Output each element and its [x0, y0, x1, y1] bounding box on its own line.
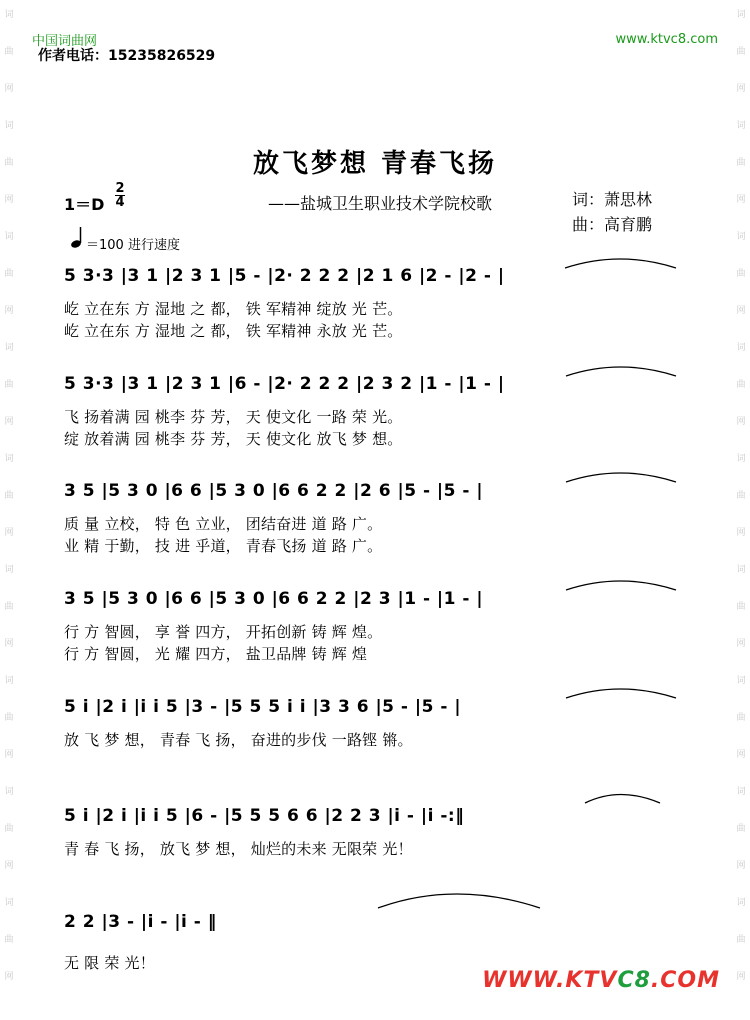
- side-watermark-char: 网: [4, 861, 14, 871]
- side-watermark-char: 词: [4, 787, 14, 797]
- side-watermark-char: 曲: [736, 269, 746, 279]
- lyric-line: 行 方 智圆， 光 耀 四方， 盐卫品牌 铸 辉 煌: [64, 645, 368, 663]
- side-watermark-char: 网: [4, 306, 14, 316]
- author-phone: 作者电话：15235826529: [38, 48, 216, 64]
- lyric-line: 屹 立在东 方 湿地 之 都， 铁 军精神 永放 光 芒。: [64, 322, 403, 340]
- side-watermark-char: 曲: [736, 491, 746, 501]
- side-watermark-char: 网: [4, 84, 14, 94]
- side-watermark-char: 曲: [4, 47, 14, 57]
- watermark-logo: WWW.KTVC8.COM: [482, 968, 720, 993]
- side-watermark-char: 曲: [4, 158, 14, 168]
- site-name-link[interactable]: 中国词曲网: [32, 34, 98, 49]
- side-watermark-char: 曲: [736, 602, 746, 612]
- side-watermark-char: 词: [736, 565, 746, 575]
- side-watermark-char: 词: [736, 232, 746, 242]
- side-watermark-char: 词: [4, 121, 14, 131]
- side-watermark-char: 网: [736, 972, 746, 982]
- side-watermark-char: 曲: [736, 380, 746, 390]
- notation-line: 3 5 |5 3 0 |6 6 |5 3 0 |6 6 2 2 |2 3 |1 - |1 - |: [64, 589, 484, 609]
- site-url-link[interactable]: www.ktvc8.com: [615, 32, 718, 47]
- song-title: 放飞梦想 青春飞扬: [252, 149, 498, 179]
- side-watermark-char: 词: [736, 10, 746, 20]
- side-watermark-char: 网: [736, 639, 746, 649]
- side-watermark-char: 曲: [4, 380, 14, 390]
- lyric-line: 放 飞 梦 想， 青春 飞 扬， 奋进的步伐 一路铿 锵。: [64, 731, 413, 749]
- composer: 曲：高育鹏: [572, 215, 653, 234]
- notation-line: 5 i |2 i |i i 5 |6 - |5 5 5 6 6 |2 2 3 |i - |i -:‖: [64, 806, 465, 826]
- side-watermark-char: 网: [4, 972, 14, 982]
- lyric-line: 飞 扬着满 园 桃李 芬 芳， 天 使文化 一路 荣 光。: [64, 408, 403, 426]
- side-watermark-char: 词: [736, 121, 746, 131]
- side-watermark-char: 词: [4, 676, 14, 686]
- side-watermark-char: 网: [736, 861, 746, 871]
- lyric-line: 行 方 智圆， 享 誉 四方， 开拓创新 铸 辉 煌。: [64, 623, 383, 641]
- side-watermark-char: 曲: [736, 47, 746, 57]
- side-watermark-char: 词: [736, 454, 746, 464]
- lyricist: 词：萧思林: [572, 190, 653, 209]
- lyric-line: 青 春 飞 扬， 放飞 梦 想， 灿烂的未来 无限荣 光！: [64, 840, 413, 858]
- side-watermark-char: 曲: [4, 713, 14, 723]
- side-watermark-char: 词: [736, 343, 746, 353]
- side-watermark-char: 曲: [4, 602, 14, 612]
- lyric-line: 业 精 于勤， 技 进 乎道， 青春飞扬 道 路 广。: [64, 537, 383, 555]
- side-watermark-char: 词: [4, 343, 14, 353]
- side-watermark-char: 曲: [736, 158, 746, 168]
- notation-line: 5 3·3 |3 1 |2 3 1 |5 - |2· 2 2 2 |2 1 6 |2 - |2 - |: [64, 266, 505, 286]
- side-watermark-char: 网: [4, 195, 14, 205]
- side-watermark-char: 曲: [736, 824, 746, 834]
- lyric-line: 屹 立在东 方 湿地 之 都， 铁 军精神 绽放 光 芒。: [64, 300, 403, 318]
- meter-bottom: 4: [115, 195, 125, 210]
- side-watermark-char: 网: [736, 528, 746, 538]
- notation-line: 2 2 |3 - |i - |i - ‖: [64, 912, 217, 932]
- side-watermark-char: 曲: [4, 269, 14, 279]
- notation-line: 3 5 |5 3 0 |6 6 |5 3 0 |6 6 2 2 |2 6 |5 - |5 - |: [64, 481, 484, 501]
- lyric-line: 无 限 荣 光！: [64, 954, 155, 972]
- notation-line: 5 i |2 i |i i 5 |3 - |5 5 5 i i |3 3 6 |5 - |5 - |: [64, 697, 462, 717]
- side-watermark-char: 词: [4, 898, 14, 908]
- side-watermark-char: 网: [4, 750, 14, 760]
- side-watermark-char: 曲: [736, 935, 746, 945]
- side-watermark-char: 词: [4, 565, 14, 575]
- side-watermark-char: 网: [736, 306, 746, 316]
- lyric-line: 绽 放着满 园 桃李 芬 芳， 天 使文化 放飞 梦 想。: [64, 430, 403, 448]
- side-watermark-char: 网: [736, 195, 746, 205]
- side-watermark-char: 词: [4, 10, 14, 20]
- tempo-marking: ＝100 进行速度: [86, 238, 180, 253]
- key-signature: 1＝D: [64, 195, 105, 214]
- side-watermark-char: 曲: [736, 713, 746, 723]
- side-watermark-char: 词: [4, 232, 14, 242]
- song-subtitle: ——盐城卫生职业技术学院校歌: [268, 194, 493, 213]
- side-watermark-char: 网: [4, 639, 14, 649]
- side-watermark-char: 词: [736, 898, 746, 908]
- side-watermark-char: 网: [736, 417, 746, 427]
- side-watermark-char: 词: [4, 454, 14, 464]
- meter-top: 2: [115, 181, 125, 196]
- side-watermark-char: 网: [736, 750, 746, 760]
- lyric-line: 质 量 立校， 特 色 立业， 团结奋进 道 路 广。: [64, 515, 383, 533]
- side-watermark-char: 网: [4, 417, 14, 427]
- side-watermark-char: 词: [736, 787, 746, 797]
- side-watermark-char: 曲: [4, 935, 14, 945]
- notation-line: 5 3·3 |3 1 |2 3 1 |6 - |2· 2 2 2 |2 3 2 |1 - |1 - |: [64, 374, 505, 394]
- side-watermark-char: 网: [736, 84, 746, 94]
- side-watermark-char: 网: [4, 528, 14, 538]
- side-watermark-char: 词: [736, 676, 746, 686]
- side-watermark-char: 曲: [4, 491, 14, 501]
- side-watermark-char: 曲: [4, 824, 14, 834]
